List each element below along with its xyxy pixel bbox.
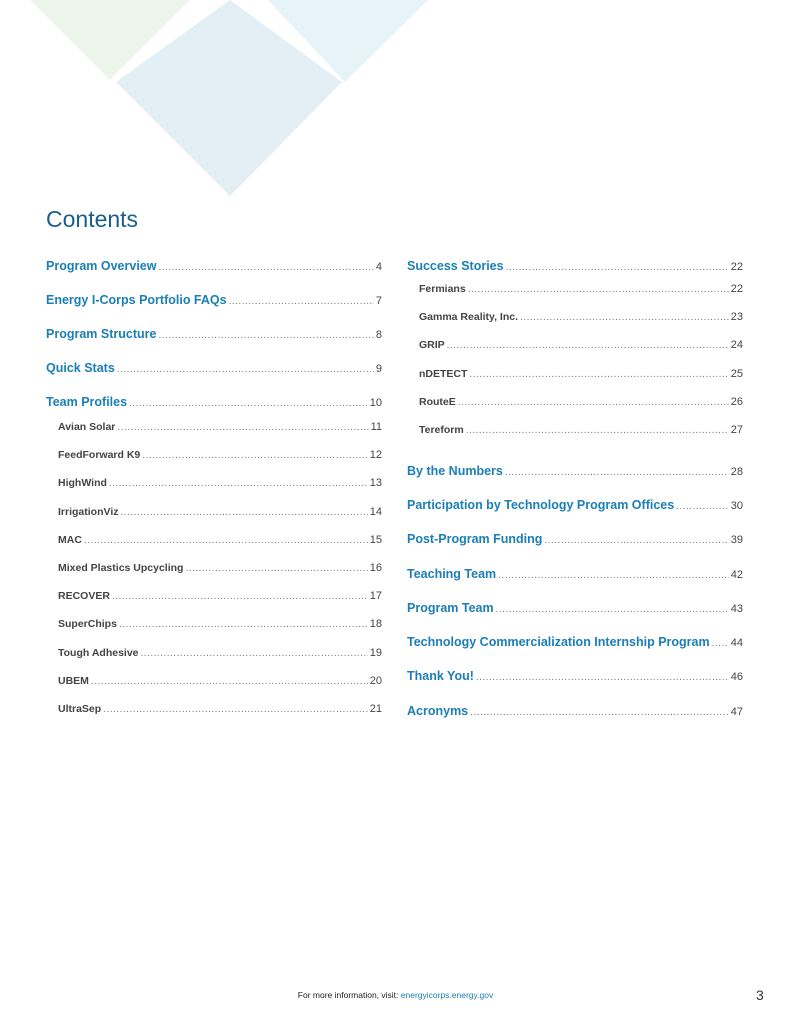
- toc-entry-page: 19: [369, 647, 382, 659]
- toc-entry-page: 30: [730, 500, 743, 512]
- toc-entry-page: 43: [730, 603, 743, 615]
- dot-leader: [158, 330, 373, 341]
- dot-leader: [141, 648, 368, 659]
- toc-entry[interactable]: [46, 293, 382, 307]
- toc-entry-page: 21: [369, 703, 382, 715]
- toc-entry-label[interactable]: Program Overview: [46, 259, 157, 273]
- toc-entry-page: 20: [369, 675, 382, 687]
- dot-leader: [117, 364, 374, 375]
- toc-entry-label[interactable]: Team Profiles: [46, 395, 128, 409]
- toc-entry[interactable]: [58, 703, 382, 715]
- toc-entry-label[interactable]: RECOVER: [58, 590, 110, 602]
- dot-leader: [119, 619, 368, 630]
- dot-leader: [109, 478, 368, 489]
- toc-entry-page: 47: [730, 706, 743, 718]
- toc-entry[interactable]: [58, 477, 382, 489]
- dot-leader: [112, 591, 368, 602]
- toc-entry[interactable]: [58, 449, 382, 461]
- toc-entry[interactable]: [58, 506, 382, 518]
- toc-entry-page: 25: [730, 368, 743, 380]
- toc-entry[interactable]: [407, 669, 743, 683]
- toc-entry[interactable]: [407, 498, 743, 512]
- dot-leader: [117, 422, 368, 433]
- toc-entry-label[interactable]: GRIP: [419, 339, 445, 351]
- toc-entry[interactable]: [58, 590, 382, 602]
- toc-entry-label[interactable]: Success Stories: [407, 259, 504, 273]
- toc-entry[interactable]: [407, 259, 743, 273]
- toc-entry[interactable]: [419, 311, 743, 323]
- toc-entry-label[interactable]: Program Structure: [46, 327, 157, 341]
- toc-entry-label[interactable]: Thank You!: [407, 669, 474, 683]
- toc-entry[interactable]: [58, 675, 382, 687]
- toc-entry-page: 22: [730, 261, 743, 273]
- toc-entry-page: 27: [730, 424, 743, 436]
- dot-leader: [544, 535, 728, 546]
- toc-entry-label[interactable]: UltraSep: [58, 703, 102, 715]
- dot-leader: [103, 704, 368, 715]
- toc-entry-page: 7: [375, 295, 382, 307]
- toc-entry-label[interactable]: Post-Program Funding: [407, 532, 543, 546]
- dot-leader: [520, 312, 729, 323]
- toc-entry-page: 39: [730, 534, 743, 546]
- toc-entry-page: 42: [730, 569, 743, 581]
- page-number: 3: [756, 987, 764, 1003]
- toc-entry[interactable]: [419, 424, 743, 436]
- toc-entry-label[interactable]: Fermians: [419, 283, 466, 295]
- toc-entry-page: 16: [369, 562, 382, 574]
- dot-leader: [466, 425, 729, 436]
- toc-entry-page: 9: [375, 363, 382, 375]
- toc-entry[interactable]: [58, 618, 382, 630]
- toc-entry-page: 26: [730, 396, 743, 408]
- toc-entry-label[interactable]: FeedForward K9: [58, 449, 141, 461]
- toc-entry-label[interactable]: Gamma Reality, Inc.: [419, 311, 519, 323]
- dot-leader: [470, 707, 729, 718]
- toc-entry-label[interactable]: nDETECT: [419, 368, 468, 380]
- dot-leader: [91, 676, 368, 687]
- toc-entry[interactable]: [407, 567, 743, 581]
- toc-entry-page: 4: [375, 261, 382, 273]
- toc-entry-label[interactable]: Tough Adhesive: [58, 647, 139, 659]
- toc-entry-label[interactable]: Technology Commercialization Internship Program: [407, 635, 710, 649]
- toc-entry[interactable]: [407, 464, 743, 478]
- toc-entry-page: 17: [369, 590, 382, 602]
- toc-entry-label[interactable]: UBEM: [58, 675, 89, 687]
- footer-link[interactable]: energyicorps.energy.gov: [400, 990, 494, 1000]
- toc-entry[interactable]: [407, 704, 743, 718]
- toc-entry-page: 24: [730, 339, 743, 351]
- toc-entry-page: 18: [369, 618, 382, 630]
- toc-entry-page: 15: [369, 534, 382, 546]
- toc-entry-page: 46: [730, 671, 743, 683]
- footer-text: For more information, visit:: [297, 990, 401, 1000]
- toc-entry[interactable]: [46, 361, 382, 375]
- toc-entry[interactable]: [58, 647, 382, 659]
- toc-entry-label[interactable]: Avian Solar: [58, 421, 116, 433]
- toc-entry-label[interactable]: HighWind: [58, 477, 107, 489]
- toc-entry-label[interactable]: Energy I-Corps Portfolio FAQs: [46, 293, 227, 307]
- toc-entry[interactable]: [407, 635, 743, 649]
- dot-leader: [676, 501, 729, 512]
- toc-entry-label[interactable]: By the Numbers: [407, 464, 503, 478]
- toc-entry-page: 44: [730, 637, 743, 649]
- toc-entry-page: 12: [369, 449, 382, 461]
- toc-entry[interactable]: [58, 562, 382, 574]
- dot-leader: [447, 340, 729, 351]
- dot-leader: [506, 262, 729, 273]
- toc-entry-page: 10: [369, 397, 382, 409]
- toc-entry[interactable]: [419, 396, 743, 408]
- dot-leader: [468, 284, 729, 295]
- toc-entry-page: 23: [730, 311, 743, 323]
- dot-leader: [458, 397, 729, 408]
- dot-leader: [712, 638, 729, 649]
- dot-leader: [496, 604, 729, 615]
- toc-entry[interactable]: [58, 534, 382, 546]
- dot-leader: [120, 507, 367, 518]
- dot-leader: [129, 398, 368, 409]
- dot-leader: [158, 262, 373, 273]
- decorative-diamonds: [0, 0, 791, 210]
- toc-entry-page: 14: [369, 506, 382, 518]
- contents-heading: Contents: [46, 206, 139, 232]
- dot-leader: [498, 570, 729, 581]
- footer: [0, 990, 791, 1000]
- toc-entry-label[interactable]: Participation by Technology Program Offices: [407, 498, 675, 512]
- toc-entry[interactable]: [419, 368, 743, 380]
- dot-leader: [142, 450, 367, 461]
- toc-entry-label[interactable]: Teaching Team: [407, 567, 497, 581]
- toc-entry-label[interactable]: Quick Stats: [46, 361, 115, 375]
- toc-entry-label[interactable]: Mixed Plastics Upcycling: [58, 562, 184, 574]
- toc-entry[interactable]: [419, 283, 743, 295]
- toc-entry-page: 11: [370, 421, 382, 433]
- toc-entry-page: 13: [369, 477, 382, 489]
- toc-entry[interactable]: [46, 327, 382, 341]
- toc-entry-label[interactable]: RouteE: [419, 396, 456, 408]
- dot-leader: [185, 563, 367, 574]
- toc-entry[interactable]: [46, 259, 382, 273]
- toc-entry-label[interactable]: Tereform: [419, 424, 464, 436]
- toc-entry-page: 8: [375, 329, 382, 341]
- toc-entry[interactable]: [407, 601, 743, 615]
- dot-leader: [84, 535, 368, 546]
- toc-entry[interactable]: [419, 339, 743, 351]
- toc-entry[interactable]: [58, 421, 382, 433]
- toc-entry-label[interactable]: Acronyms: [407, 704, 469, 718]
- toc-entry[interactable]: [407, 532, 743, 546]
- toc-entry[interactable]: [46, 395, 382, 409]
- toc-entry-label[interactable]: IrrigationViz: [58, 506, 119, 518]
- toc-entry-label[interactable]: Program Team: [407, 601, 494, 615]
- dot-leader: [469, 369, 728, 380]
- toc-entry-page: 28: [730, 466, 743, 478]
- toc-entry-label[interactable]: SuperChips: [58, 618, 117, 630]
- dot-leader: [476, 672, 729, 683]
- dot-leader: [505, 467, 729, 478]
- toc-entry-label[interactable]: MAC: [58, 534, 82, 546]
- dot-leader: [229, 296, 374, 307]
- toc-entry-page: 22: [730, 283, 743, 295]
